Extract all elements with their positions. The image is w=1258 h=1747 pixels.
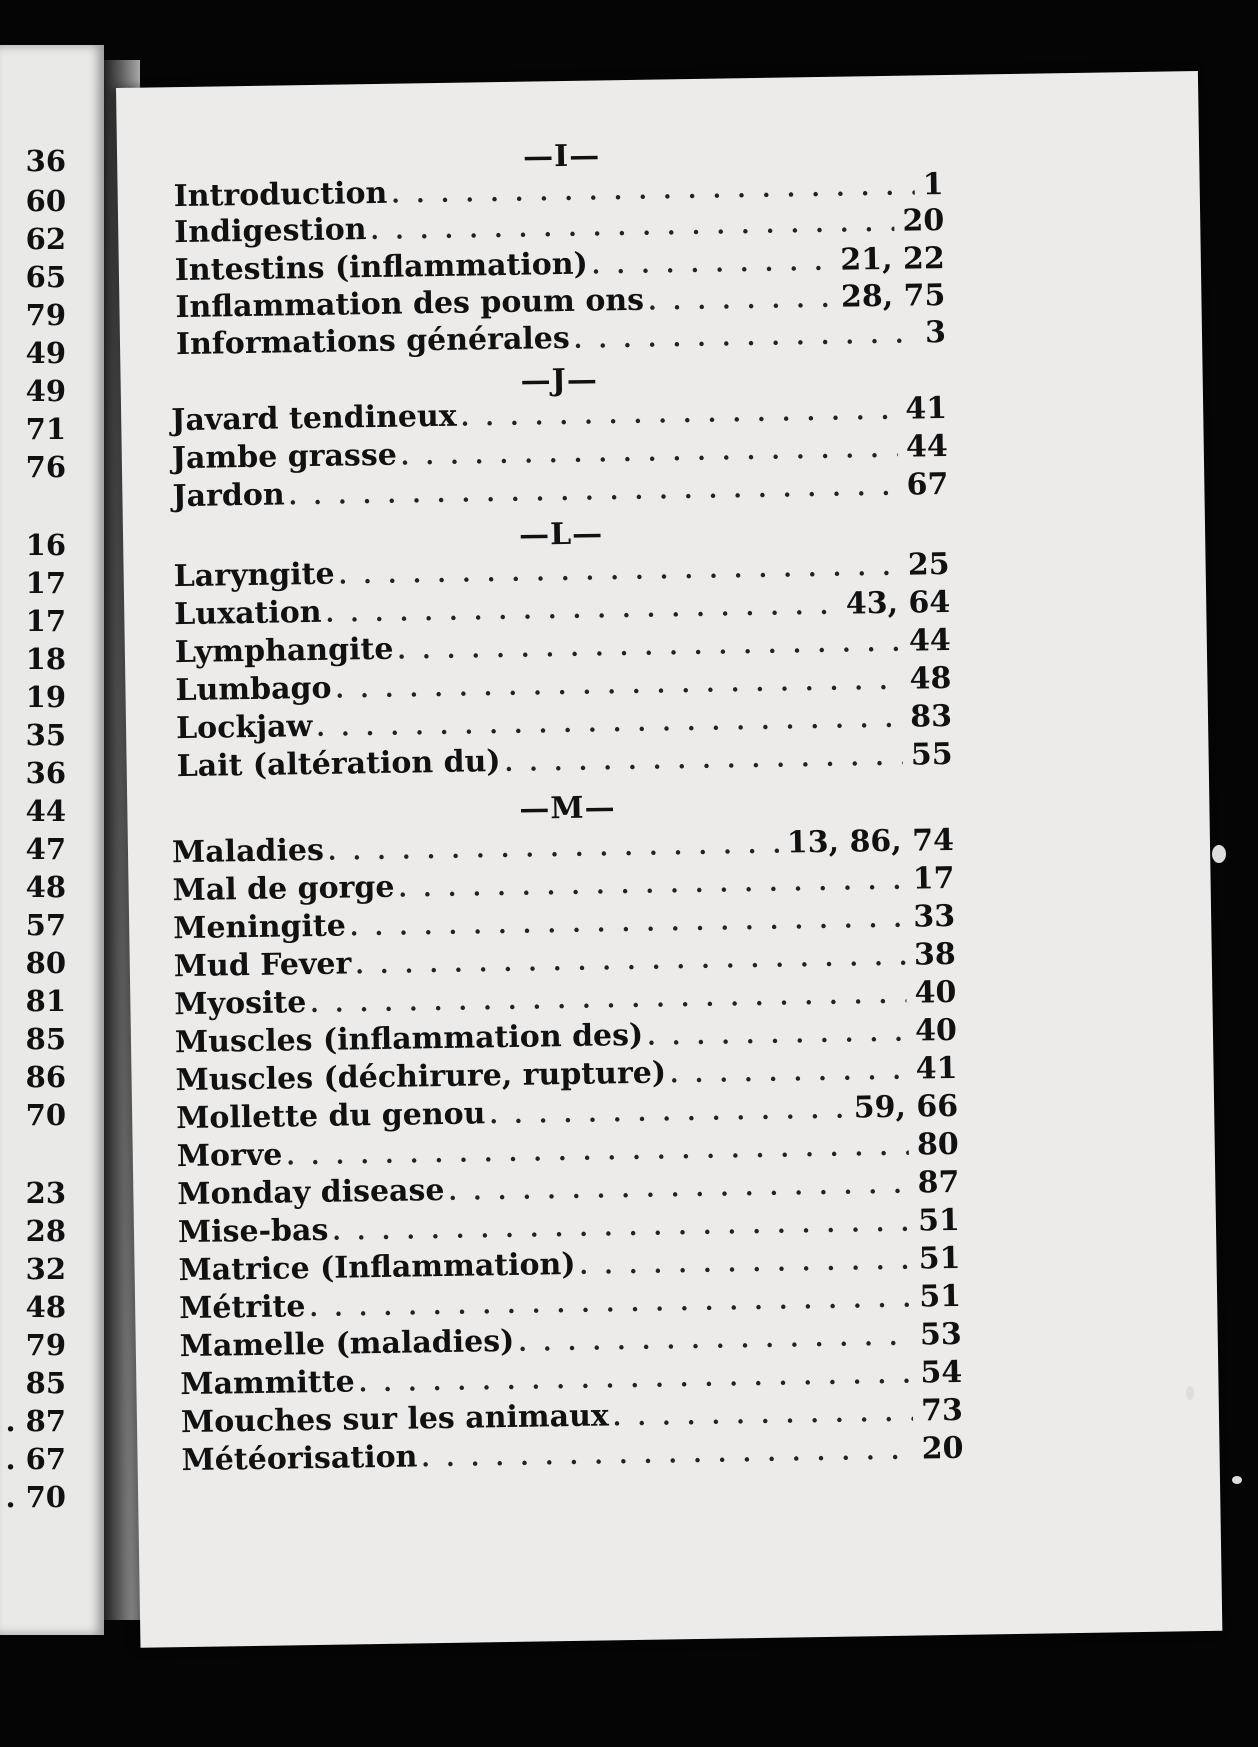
- leader-dots: [504, 742, 903, 777]
- left-page-number: 85: [25, 1022, 66, 1056]
- leader-dots: [338, 552, 900, 590]
- leader-dots: [355, 942, 906, 980]
- left-page-number: 18: [25, 642, 66, 676]
- entry-label: Mamelle (maladies): [179, 1323, 515, 1365]
- entry-label: Mal de gorge: [172, 869, 395, 909]
- entry-label: Jambe grasse: [171, 437, 398, 477]
- left-page-number: 17: [25, 604, 66, 638]
- left-page-number: 79: [25, 298, 66, 332]
- left-page-number: 23: [25, 1176, 66, 1210]
- leader-dots: [574, 319, 918, 353]
- leader-dots: [460, 396, 897, 432]
- entry-label: Jardon: [172, 477, 285, 515]
- leader-dots: [350, 904, 906, 942]
- entry-pages: 54: [920, 1354, 963, 1391]
- leader-dots: [398, 866, 905, 903]
- entry-label: Mollette du genou: [175, 1096, 486, 1137]
- entry-label: Lait (altération du): [176, 744, 501, 785]
- entry-label: Javard tendineux: [170, 398, 457, 439]
- entry-label: Introduction: [173, 175, 388, 215]
- entry-pages: 51: [919, 1278, 962, 1315]
- leader-dots: [401, 434, 899, 471]
- entry-pages: 73: [920, 1392, 964, 1429]
- leader-dots: [448, 1170, 910, 1206]
- entry-pages: 87: [917, 1164, 960, 1201]
- left-page-number: 35: [25, 718, 66, 752]
- entry-label: Myosite: [174, 985, 307, 1023]
- left-page-number: . 70: [5, 1480, 66, 1514]
- left-page-number: 76: [25, 450, 66, 484]
- section-heading-l: —L—: [518, 516, 604, 553]
- entry-pages: 20: [921, 1430, 964, 1467]
- leader-dots: [325, 591, 838, 628]
- entry-label: Maladies: [171, 832, 325, 871]
- entry-label: Lymphangite: [174, 631, 394, 671]
- left-page-number: 85: [25, 1366, 66, 1400]
- entry-pages: 20: [902, 203, 945, 239]
- leader-dots: [421, 1436, 914, 1473]
- entry-pages: 44: [908, 622, 952, 659]
- entry-pages: 83: [909, 698, 953, 735]
- leader-dots: [647, 1018, 907, 1051]
- left-page-number: 49: [25, 374, 66, 408]
- left-page-number: . 87: [5, 1404, 66, 1438]
- leader-dots: [370, 208, 894, 245]
- leader-dots: [592, 247, 833, 280]
- left-page-number: 57: [25, 908, 66, 942]
- entry-label: Mouches sur les animaux: [180, 1398, 610, 1441]
- entry-pages: 1: [922, 167, 944, 203]
- entry-pages: 17: [912, 860, 955, 897]
- leader-dots: [391, 171, 915, 208]
- scan-speck: [1232, 1476, 1242, 1484]
- leader-dots: [518, 1322, 912, 1357]
- left-page-number: 32: [25, 1252, 66, 1286]
- entry-pages: 25: [907, 546, 950, 583]
- entry-pages: 41: [905, 390, 948, 427]
- left-page-number: 81: [25, 984, 66, 1018]
- left-page-number: 44: [25, 794, 66, 828]
- left-page-number: 28: [25, 1214, 66, 1248]
- entry-label: Muscles (déchirure, rupture): [175, 1055, 667, 1099]
- left-page-number: 16: [25, 528, 66, 562]
- left-page-number: 36: [25, 144, 66, 178]
- leader-dots: [670, 1056, 908, 1089]
- entry-label: Indigestion: [174, 212, 367, 251]
- entry-pages: 48: [909, 660, 952, 697]
- entry-pages: 38: [913, 936, 956, 973]
- leader-dots: [648, 284, 833, 316]
- left-page-number: 80: [25, 946, 66, 980]
- scan-speck: [1212, 845, 1226, 863]
- entry-label: Informations générales: [175, 320, 571, 363]
- leader-dots: [358, 1360, 912, 1398]
- left-page-number: 48: [25, 1290, 66, 1324]
- left-page: [0, 45, 104, 1635]
- left-page-number: 36: [25, 756, 66, 790]
- left-page-number: . 67: [5, 1442, 66, 1476]
- left-page-number: 60: [25, 184, 66, 218]
- right-page: [116, 71, 1222, 1648]
- entry-label: Lockjaw: [175, 708, 313, 747]
- entry-label: Monday disease: [177, 1172, 445, 1213]
- entry-label: Luxation: [174, 594, 322, 633]
- section-heading-j: —J—: [520, 362, 599, 399]
- leader-dots: [335, 666, 902, 704]
- left-page-number: 62: [25, 222, 66, 256]
- left-page-number: 70: [25, 1098, 66, 1132]
- entry-pages: 21, 22: [840, 241, 946, 278]
- entry-label: Métrite: [178, 1289, 306, 1327]
- entry-label: Inflammation des poum ons: [175, 282, 645, 326]
- entry-pages: 44: [905, 428, 949, 465]
- entry-pages: 13, 86, 74: [786, 822, 955, 861]
- scan-speck: [1186, 1386, 1194, 1400]
- entry-pages: 51: [917, 1202, 961, 1239]
- left-page-number: 17: [25, 566, 66, 600]
- entry-label: Laryngite: [173, 556, 335, 595]
- entry-label: Mammitte: [180, 1364, 355, 1403]
- leader-dots: [613, 1398, 914, 1432]
- entry-pages: 80: [916, 1126, 959, 1163]
- entry-label: Meningite: [172, 908, 347, 947]
- entry-pages: 59, 66: [853, 1088, 959, 1126]
- entry-label: Matrice (Inflammation): [178, 1246, 576, 1289]
- entry-pages: 55: [910, 736, 953, 773]
- entry-pages: 40: [914, 1012, 958, 1049]
- entry-label: Intestins (inflammation): [174, 246, 589, 289]
- left-page-number: 86: [25, 1060, 66, 1094]
- left-page-number: 48: [25, 870, 66, 904]
- entry-label: Lumbago: [175, 670, 332, 709]
- leader-dots: [489, 1095, 846, 1130]
- leader-dots: [310, 980, 907, 1018]
- section-heading-m: —M—: [519, 790, 616, 827]
- left-page-number: 79: [25, 1328, 66, 1362]
- entry-label: Météorisation: [181, 1439, 418, 1479]
- entry-pages: 33: [913, 898, 956, 935]
- entry-pages: 67: [906, 466, 949, 503]
- leader-dots: [286, 1132, 909, 1171]
- entry-pages: 53: [919, 1316, 962, 1353]
- left-page-number: 49: [25, 336, 66, 370]
- left-page-number: 71: [25, 412, 66, 446]
- leader-dots: [579, 1246, 911, 1280]
- left-page-number: 65: [25, 260, 66, 294]
- entry-label: Muscles (inflammation des): [174, 1017, 644, 1061]
- entry-pages: 43, 64: [845, 584, 951, 622]
- entry-pages: 3: [924, 314, 947, 351]
- left-page-number: 47: [25, 832, 66, 866]
- leader-dots: [316, 704, 902, 742]
- entry-pages: 51: [918, 1240, 961, 1277]
- entry-label: Mise-bas: [177, 1212, 329, 1251]
- left-page-number: 19: [25, 680, 66, 714]
- leader-dots: [328, 830, 780, 866]
- entry-pages: 41: [915, 1050, 958, 1087]
- leader-dots: [397, 628, 901, 665]
- section-heading-i: —I—: [522, 138, 601, 175]
- leader-dots: [309, 1284, 911, 1322]
- entry-pages: 28, 75: [840, 278, 946, 315]
- entry-pages: 40: [914, 974, 957, 1011]
- leader-dots: [332, 1208, 910, 1246]
- entry-label: Morve: [176, 1137, 283, 1175]
- entry-label: Mud Fever: [173, 946, 352, 985]
- leader-dots: [288, 472, 898, 511]
